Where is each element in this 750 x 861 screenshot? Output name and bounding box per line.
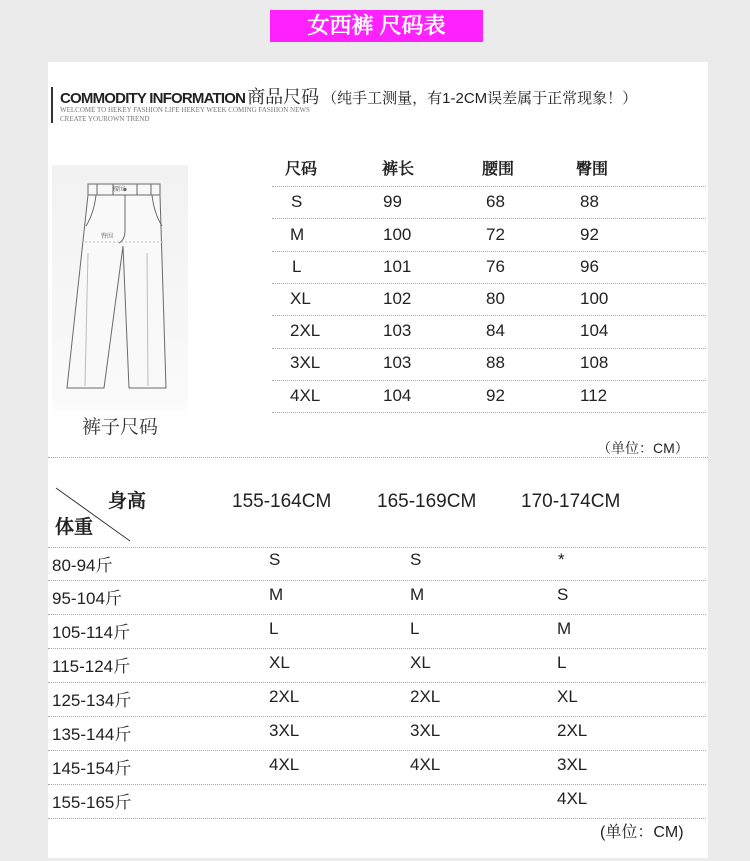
- cell-hip: 92: [580, 225, 599, 244]
- cell-fit-size: L: [410, 619, 420, 638]
- cell-size: 3XL: [290, 353, 321, 372]
- cell-weight: 155-165斤: [52, 793, 132, 812]
- cell-fit-size: 3XL: [557, 755, 588, 774]
- cell-fit-size: 3XL: [410, 721, 441, 740]
- cell-waist: 76: [486, 257, 505, 276]
- cell-fit-size: 2XL: [557, 721, 588, 740]
- row-divider: [272, 218, 706, 219]
- cell-waist: 88: [486, 353, 505, 372]
- cell-waist: 84: [486, 321, 505, 340]
- row-divider: [48, 614, 706, 615]
- header-title-en: COMMODITY INFORMATION: [60, 90, 246, 107]
- cell-waist: 92: [486, 386, 505, 405]
- corner-height-label: 身高: [108, 491, 147, 512]
- cell-hip: 88: [580, 192, 599, 211]
- cell-fit-size: 3XL: [269, 721, 300, 740]
- cell-size: 4XL: [290, 386, 321, 405]
- row-divider: [48, 784, 706, 785]
- cell-fit-size: L: [269, 619, 279, 638]
- row-divider: [48, 818, 706, 819]
- cell-fit-size: M: [410, 585, 425, 604]
- cell-fit-size: XL: [557, 687, 578, 706]
- column-header-size: 尺码: [285, 161, 318, 178]
- cell-fit-size: 4XL: [410, 755, 441, 774]
- cell-fit-size: L: [557, 653, 567, 672]
- cell-length: 99: [383, 192, 402, 211]
- row-divider: [48, 547, 706, 548]
- row-divider: [272, 283, 706, 284]
- row-divider: [272, 251, 706, 252]
- illustration-caption: 裤子尺码: [82, 417, 159, 438]
- cell-size: 2XL: [290, 321, 321, 340]
- cell-fit-size: S: [557, 585, 569, 604]
- column-header-height-3: 170-174CM: [521, 491, 621, 512]
- cell-fit-size: XL: [269, 653, 290, 672]
- size-table-unit: （单位：CM）: [597, 440, 689, 456]
- cell-hip: 96: [580, 257, 599, 276]
- trousers-icon: [55, 168, 185, 398]
- cell-fit-size: 2XL: [410, 687, 441, 706]
- cell-weight: 95-104斤: [52, 589, 122, 608]
- row-divider: [272, 348, 706, 349]
- cell-length: 104: [383, 386, 412, 405]
- row-divider: [48, 580, 706, 581]
- cell-fit-size: S: [269, 550, 281, 569]
- cell-size: M: [290, 225, 305, 244]
- banner-title: 女西裤 尺码表: [270, 10, 483, 42]
- cell-weight: 80-94斤: [52, 556, 113, 575]
- row-divider: [272, 380, 706, 381]
- row-divider: [48, 750, 706, 751]
- header-accent-bar: [51, 87, 53, 123]
- row-divider: [48, 716, 706, 717]
- cell-hip: 100: [580, 289, 609, 308]
- row-divider: [272, 412, 706, 413]
- cell-waist: 68: [486, 192, 505, 211]
- cell-fit-size: 4XL: [557, 789, 588, 808]
- row-divider: [272, 315, 706, 316]
- cell-waist: 80: [486, 289, 505, 308]
- row-divider: [48, 682, 706, 683]
- cell-length: 102: [383, 289, 412, 308]
- cell-weight: 105-114斤: [52, 623, 131, 642]
- hip-label: 臀围: [101, 234, 114, 240]
- cell-hip: 112: [580, 386, 608, 405]
- cell-fit-size: S: [410, 550, 422, 569]
- cell-weight: 115-124斤: [52, 657, 131, 676]
- header-subtitle-2: CREATE YOUROWN TREND: [60, 115, 150, 123]
- fit-table-unit: (单位：CM): [600, 824, 684, 841]
- column-header-waist: 腰围: [482, 161, 515, 178]
- header-title-cn: 商品尺码: [247, 87, 320, 107]
- corner-weight-label: 体重: [55, 517, 94, 538]
- column-header-length: 裤长: [382, 161, 415, 178]
- cell-length: 101: [383, 257, 412, 276]
- header-note: （纯手工测量，有1-2CM误差属于正常现象！）: [322, 90, 638, 107]
- header-title: [60, 87, 637, 107]
- column-header-height-2: 165-169CM: [377, 491, 477, 512]
- row-divider: [272, 186, 706, 187]
- header-subtitle-1: WELCOME TO HEKEY FASHION LIFE HEKEY WEEK COMING FASHION NEWS: [60, 106, 310, 114]
- cell-length: 103: [383, 321, 412, 340]
- cell-weight: 145-154斤: [52, 759, 132, 778]
- section-divider: [48, 457, 708, 458]
- cell-fit-size: *: [558, 550, 565, 569]
- cell-size: XL: [290, 289, 311, 308]
- cell-fit-size: XL: [410, 653, 431, 672]
- cell-length: 103: [383, 353, 412, 372]
- cell-size: S: [291, 192, 303, 211]
- cell-waist: 72: [486, 225, 505, 244]
- cell-length: 100: [383, 225, 412, 244]
- trousers-outline: [67, 195, 166, 388]
- cell-fit-size: 4XL: [269, 755, 300, 774]
- cell-size: L: [292, 257, 302, 276]
- cell-weight: 135-144斤: [52, 725, 132, 744]
- column-header-height-1: 155-164CM: [232, 491, 332, 512]
- cell-hip: 104: [580, 321, 609, 340]
- cell-fit-size: M: [269, 585, 284, 604]
- row-divider: [48, 648, 706, 649]
- cell-fit-size: 2XL: [269, 687, 300, 706]
- column-header-hip: 臀围: [576, 161, 609, 178]
- waist-label: 腰围: [113, 187, 126, 193]
- cell-hip: 108: [580, 353, 609, 372]
- cell-weight: 125-134斤: [52, 691, 132, 710]
- cell-fit-size: M: [557, 619, 572, 638]
